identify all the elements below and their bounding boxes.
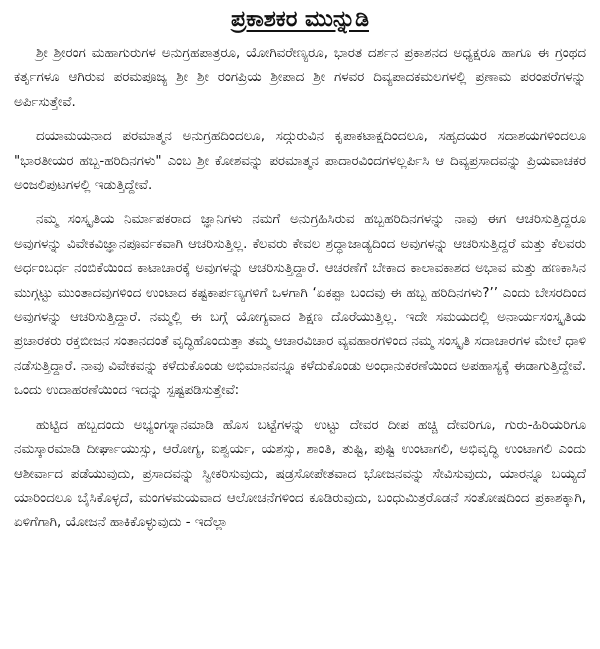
page-title: ಪ್ರಕಾಶಕರ ಮುನ್ನುಡಿ: [231, 7, 369, 32]
paragraph-2: ದಯಾಮಯನಾದ ಪರಮಾತ್ಮನ ಅನುಗ್ರಹದಿಂದಲೂ, ಸದ್ಗುರುವಿನ ಕೃಪಾಕಟಾಕ್ಷದಿಂದಲೂ, ಸಹೃದಯರ ಸದಾಶಯಗಳಿಂದಲೂ "ಭಾರತೀಯರ ಹಬ್ಬ-ಹರಿದಿನಗಳು" ಎಂಬ ಶ್ರೀ ಕೋಶವನ್ನು ಪರಮಾತ್ಮನ ಪಾದಾರವಿಂದಗಳಲ್ಲರ್ಪಿಸಿ ಆ ದಿವ್ಯಪ್ರಸಾದವನ್ನು ಪ್ರಿಯವಾಚಕರ ಅಂಜಲಿಪುಟಗಳಲ್ಲಿ ಇಡುತ್ತಿದ್ದೇವೆ.: [14, 129, 586, 194]
paragraph-4: ಹುಟ್ಟಿದ ಹಬ್ಬದಂದು ಅಭ್ಯಂಗಸ್ನಾನಮಾಡಿ ಹೊಸ ಬಟ್ಟೆಗಳನ್ನು ಉಟ್ಟು ದೇವರ ದೀಪ ಹಚ್ಚಿ ದೇವರಿಗೂ, ಗುರು-ಹಿರಿಯರಿಗೂ ನಮಸ್ಕಾರಮಾಡಿ ದೀರ್ಘಾಯುಸ್ಸು, ಆರೋಗ್ಯ, ಐಶ್ವರ್ಯ, ಯಶಸ್ಸು, ಶಾಂತಿ, ತುಷ್ಟಿ, ಪುಷ್ಟಿ ಉಂಟಾಗಲಿ, ಅಭಿವೃದ್ಧಿ ಉಂಟಾಗಲಿ ಎಂದು ಆಶೀರ್ವಾದ ಪಡೆಯುವುದು, ಪ್ರಸಾದವನ್ನು ಸ್ವೀಕರಿಸುವುದು, ಷಡ್ರಸೋಪೇತವಾದ ಭೋಜನವನ್ನು ಸೇವಿಸುವುದು, ಯಾರನ್ನೂ ಬಯ್ಯದೆ ಯಾರಿಂದಲೂ ಬೈಸಿಕೊಳ್ಳದೆ, ಮಂಗಳಮಯವಾದ ಆಲೋಚನೆಗಳಿಂದ ಕೂಡಿರುವುದು, ಬಂಧುಮಿತ್ರರೊಡನೆ ಸಂತೋಷದಿಂದ ಪ್ರಕಾಶಕ್ಕಾಗಿ, ಏಳಿಗೆಗಾಗಿ, ಯೋಜನೆ ಹಾಕಿಕೊಳ್ಳುವುದು - ಇದೆಲ್ಲಾ: [14, 417, 586, 531]
paragraph-1: ಶ್ರೀ ಶ್ರೀರಂಗ ಮಹಾಗುರುಗಳ ಅನುಗ್ರಹಪಾತ್ರರೂ, ಯೋಗಿವರೇಣ್ಯರೂ, ಭಾರತ ದರ್ಶನ ಪ್ರಕಾಶನದ ಅಧ್ಯಕ್ಷರೂ ಹಾಗೂ ಈ ಗ್ರಂಥದ ಕರ್ತೃಗಳೂ ಆಗಿರುವ ಪರಮಪೂಜ್ಯ ಶ್ರೀ ಶ್ರೀ ರಂಗಪ್ರಿಯ ಶ್ರೀಪಾದ ಶ್ರೀ ಗಳವರ ದಿವ್ಯಪಾದಕಮಲಗಳಲ್ಲಿ ಪ್ರಣಾಮ ಪರಂಪರೆಗಳನ್ನು ಅರ್ಪಿಸುತ್ತೇವೆ.: [14, 46, 586, 110]
paragraph-3: ನಮ್ಮ ಸಂಸ್ಕೃತಿಯ ನಿರ್ಮಾಪಕರಾದ ಜ್ಞಾನಿಗಳು ನಮಗೆ ಅನುಗ್ರಹಿಸಿರುವ ಹಬ್ಬಹರಿದಿನಗಳನ್ನು ನಾವು ಈಗ ಆಚರಿಸುತ್ತಿದ್ದರೂ ಅವುಗಳನ್ನು ವಿವೇಕವಿಜ್ಞಾನಪೂರ್ವಕವಾಗಿ ಆಚರಿಸುತ್ತಿಲ್ಲ. ಕೆಲವರು ಕೇವಲ ಶ್ರದ್ಧಾಜಾಡ್ಯದಿಂದ ಅವುಗಳನ್ನು ಆಚರಿಸುತ್ತಿದ್ದರೆ ಮತ್ತು ಕೆಲವರು ಅರ್ಧಂಬರ್ಧ ನಂಬಿಕೆಯಿಂದ ಕಾಟಾಚಾರಕ್ಕೆ ಅವುಗಳನ್ನು ಆಚರಿಸುತ್ತಿದ್ದಾರೆ. ಆಚರಣೆಗೆ ಬೇಕಾದ ಕಾಲಾವಕಾಶದ ಅಭಾವ ಮತ್ತು ಹಣಕಾಸಿನ ಮುಗ್ಗಟ್ಟು ಮುಂತಾದವುಗಳಿಂದ ಉಂಟಾದ ಕಷ್ಟಕಾರ್ಪಣ್ಯಗಳಿಗೆ ಒಳಗಾಗಿ ‘ಏಕಪ್ಪಾ ಬಂದವು ಈ ಹಬ್ಬ ಹರಿದಿನಗಳು?’’ ಎಂದು ಬೇಸರದಿಂದ ಅವುಗಳನ್ನು ಆಚರಿಸುತ್ತಿದ್ದಾರೆ. ನಮ್ಮಲ್ಲಿ ಈ ಬಗ್ಗೆ ಯೋಗ್ಯವಾದ ಶಿಕ್ಷಣ ದೊರೆಯುತ್ತಿಲ್ಲ. ಇದೇ ಸಮಯದಲ್ಲಿ ಅನಾರ್ಯಸಂಸ್ಕೃತಿಯ ಪ್ರಚಾರಕರು ರಕ್ತಬೀಜನ ಸಂತಾನದಂತೆ ವೃದ್ಧಿಹೊಂದುತ್ತಾ ತಮ್ಮ ಆಚಾರವಿಚಾರ ವ್ಯವಹಾರಗಳಿಂದ ನಮ್ಮ ಸಂಸ್ಕೃತಿ ಸದಾಚಾರಗಳ ಮೇಲೆ ಧಾಳಿ ನಡೆಸುತ್ತಿದ್ದಾರೆ. ನಾವು ವಿವೇಕವನ್ನು ಕಳೆದುಕೊಂಡು ಅಭಿಮಾನವನ್ನೂ ಕಳೆದುಕೊಂಡು ಅಂಧಾನುಕರಣೆಯಿಂದ ಅಪಹಾಸ್ಯಕ್ಕೆ ಈಡಾಗುತ್ತಿದ್ದೇವೆ. ಒಂದು ಉದಾಹರಣೆಯಿಂದ ಇದನ್ನು ಸ್ಪಷ್ಟಪಡಿಸುತ್ತೇವೆ:: [14, 212, 586, 399]
